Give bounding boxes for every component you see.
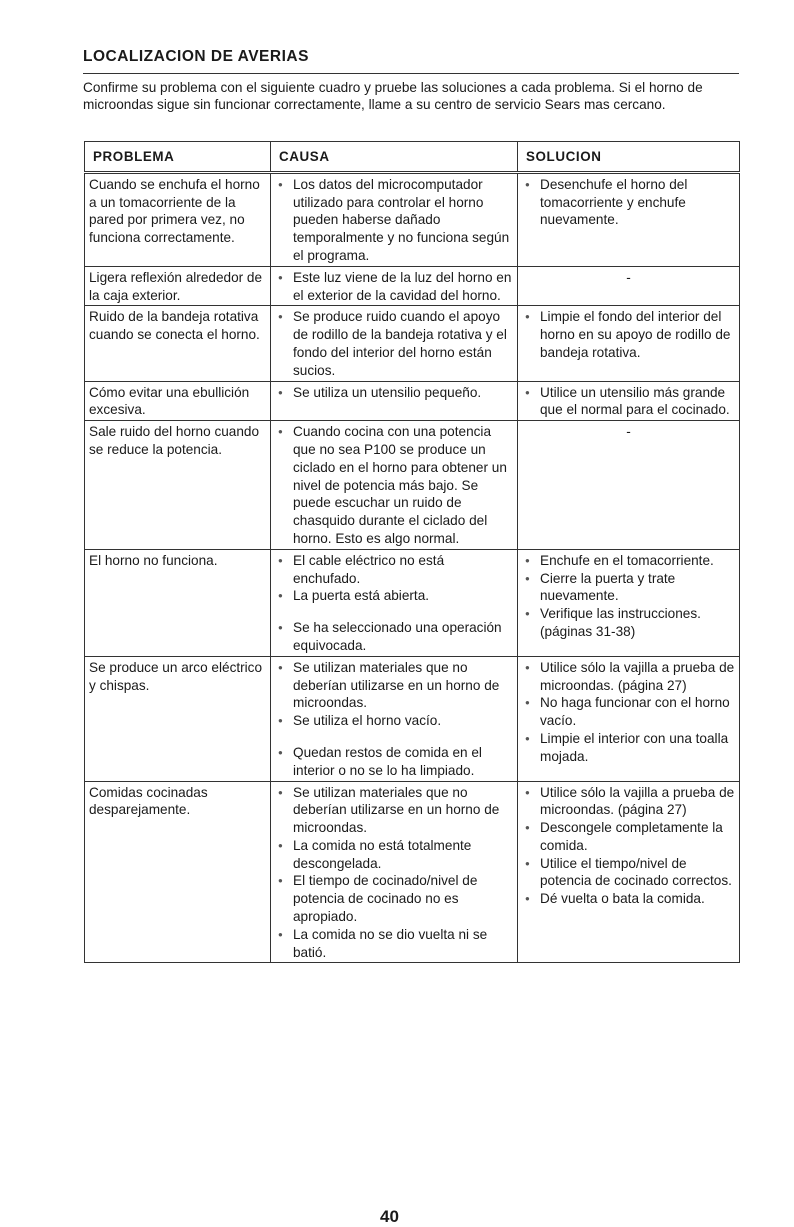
- cause-item: ● El cable eléctrico no está enchufado.: [275, 552, 513, 588]
- solution-cell: [518, 306, 740, 381]
- header-problem: PROBLEMA: [85, 142, 271, 173]
- troubleshooting-table: [84, 141, 740, 963]
- problem-cell: El horno no funciona.: [85, 549, 271, 656]
- cause-item: ● El tiempo de cocinado/nivel de potencia de cocinado no es apropiado.: [275, 872, 513, 925]
- intro-paragraph: Confirme su problema con el siguiente cuadro y pruebe las soluciones a cada problema. Si el horno de microondas sigue sin funcionar correctamente, llame a su centro de servicio Sears mas cercano.: [83, 80, 703, 112]
- cause-cell: [271, 421, 518, 550]
- cause-item: ● Cuando cocina con una potencia que no sea P100 se produce un ciclado en el horno para obtener un nivel de potencia más bajo. Se puede escuchar un ruido de chasquido durante el ciclado del horno. Esto es algo normal.: [275, 423, 513, 548]
- solution-item: ● Verifique las instrucciones. (páginas 31-38): [522, 605, 735, 641]
- cause-cell: [271, 172, 518, 266]
- solution-cell: [518, 781, 740, 963]
- solution-cell: [518, 381, 740, 421]
- problem-cell: Cuando se enchufa el horno a un tomacorriente de la pared por primera vez, no funciona correctamente.: [85, 172, 271, 266]
- cause-item: ● La comida no está totalmente descongelada.: [275, 837, 513, 873]
- cause-cell: [271, 656, 518, 781]
- cause-item: ● Se utilizan materiales que no deberían utilizarse en un horno de microondas.: [275, 784, 513, 837]
- cause-item: ● La puerta está abierta.: [275, 587, 513, 605]
- solution-item: ● Cierre la puerta y trate nuevamente.: [522, 570, 735, 606]
- solution-item: ● Utilice un utensilio más grande que el normal para el cocinado.: [522, 384, 735, 420]
- cause-item: ● Se ha seleccionado una operación equivocada.: [275, 619, 513, 655]
- solution-item: ● Utilice sólo la vajilla a prueba de microondas. (página 27): [522, 784, 735, 820]
- cause-item: ● Se utilizan materiales que no deberían utilizarse en un horno de microondas.: [275, 659, 513, 712]
- cause-item: ● Los datos del microcomputador utilizado para controlar el horno pueden haberse dañado temporalmente y no funciona según el programa.: [275, 176, 513, 265]
- solution-item: ● Limpie el interior con una toalla mojada.: [522, 730, 735, 766]
- page-number: 40: [380, 1207, 399, 1226]
- table-header-row: [85, 142, 740, 173]
- table-row: [85, 266, 740, 306]
- cause-item: ● Se utiliza el horno vacío.: [275, 712, 513, 730]
- solution-item: ● Desenchufe el horno del tomacorriente y enchufe nuevamente.: [522, 176, 735, 229]
- page-title: LOCALIZACION DE AVERIAS: [83, 48, 309, 65]
- table-row: [85, 656, 740, 781]
- cause-item: ● Se produce ruido cuando el apoyo de rodillo de la bandeja rotativa y el fondo del interior del horno están sucios.: [275, 308, 513, 379]
- cause-cell: [271, 266, 518, 306]
- problem-cell: Se produce un arco eléctrico y chispas.: [85, 656, 271, 781]
- solution-cell-empty: -: [518, 421, 740, 550]
- cause-item: ● Se utiliza un utensilio pequeño.: [275, 384, 513, 402]
- table-row: [85, 421, 740, 550]
- header-solution: SOLUCION: [518, 142, 740, 173]
- problem-cell: Sale ruido del horno cuando se reduce la potencia.: [85, 421, 271, 550]
- solution-item: ● Utilice sólo la vajilla a prueba de microondas. (página 27): [522, 659, 735, 695]
- cause-cell: [271, 381, 518, 421]
- problem-cell: Cómo evitar una ebullición excesiva.: [85, 381, 271, 421]
- solution-item: ● Enchufe en el tomacorriente.: [522, 552, 735, 570]
- title-divider: [83, 73, 739, 74]
- solution-cell: [518, 172, 740, 266]
- table-row: [85, 172, 740, 266]
- solution-item: ● Limpie el fondo del interior del horno en su apoyo de rodillo de bandeja rotativa.: [522, 308, 735, 361]
- header-cause: CAUSA: [271, 142, 518, 173]
- solution-item: ● No haga funcionar con el horno vacío.: [522, 694, 735, 730]
- solution-cell: [518, 656, 740, 781]
- table-row: [85, 781, 740, 963]
- table-row: [85, 549, 740, 656]
- table-row: [85, 381, 740, 421]
- cause-cell: [271, 306, 518, 381]
- cause-item: ● Este luz viene de la luz del horno en el exterior de la cavidad del horno.: [275, 269, 513, 305]
- problem-cell: Comidas cocinadas desparejamente.: [85, 781, 271, 963]
- solution-cell-empty: -: [518, 266, 740, 306]
- solution-cell: [518, 549, 740, 656]
- problem-cell: Ligera reflexión alrededor de la caja exterior.: [85, 266, 271, 306]
- table-row: [85, 306, 740, 381]
- cause-item: ● La comida no se dio vuelta ni se batió.: [275, 926, 513, 962]
- problem-cell: Ruido de la bandeja rotativa cuando se conecta el horno.: [85, 306, 271, 381]
- cause-item: ● Quedan restos de comida en el interior o no se lo ha limpiado.: [275, 744, 513, 780]
- solution-item: ● Dé vuelta o bata la comida.: [522, 890, 735, 908]
- solution-item: ● Descongele completamente la comida.: [522, 819, 735, 855]
- cause-cell: [271, 781, 518, 963]
- cause-cell: [271, 549, 518, 656]
- solution-item: ● Utilice el tiempo/nivel de potencia de cocinado correctos.: [522, 855, 735, 891]
